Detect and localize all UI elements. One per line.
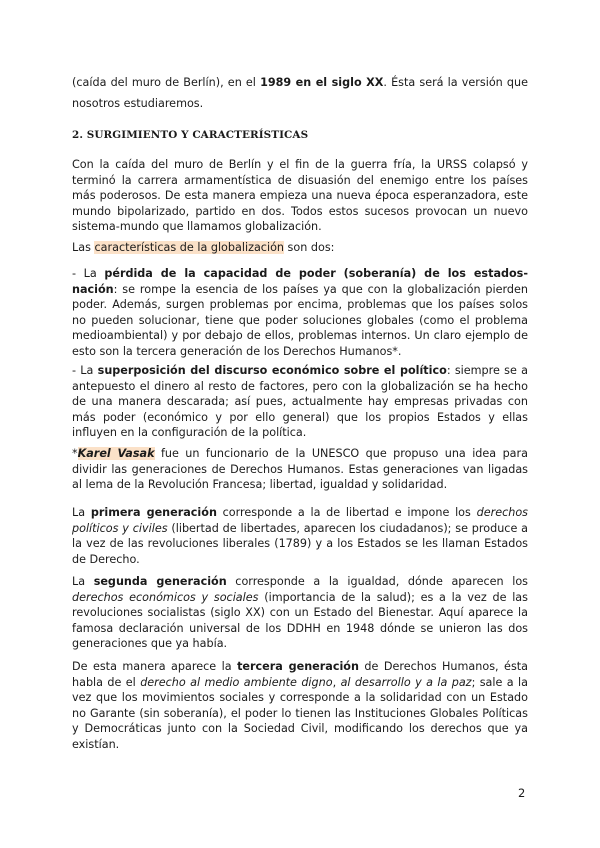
- bullet1-text: : se rompe la esencia de los países ya que con la globalización pierden poder. Además, surgen problemas por encima, problemas que los países solos no pueden solucionar, tiene que poder soluciones globales (como el problema medioambiental) y por debajo de ellos, problemas internos. Un claro ejemplo de esto son la tercera generación de los Derechos Humanos*.: [72, 282, 528, 358]
- gen1-text: corresponde a la de libertad e impone los: [216, 506, 477, 519]
- paragraph-context-text: Con la caída del muro de Berlín y el fin de la guerra fría, la URSS colapsó y terminó la carrera armamentística de disuasión del enemigo entre los países más poderosos. De esta manera empieza una nueva época esperanzadora, este mundo bipolarizado, partido en dos. Todos estos sucesos provocan un nuevo sistema-mundo que llamamos globalización.: [72, 158, 528, 233]
- gen2-italic: derechos económicos y sociales: [72, 590, 259, 604]
- gen1-bold: primera generación: [90, 506, 217, 519]
- char-highlight: características de la globalización: [94, 241, 284, 254]
- intro-bold: 1989 en el siglo XX: [260, 76, 384, 89]
- bullet-loss-of-power: [72, 266, 528, 359]
- section-heading: 2. SURGIMIENTO Y CARACTERÍSTICAS: [72, 129, 309, 141]
- bullet1-lead: - La: [72, 267, 105, 280]
- gen3-comma: ,: [332, 675, 341, 689]
- bullet2-text: : siempre se a antepuesto el dinero al resto de factores, pero con la globalización se ha hecho de una manera descarada; así pues, actualmente hay empresas privadas con más poder (económico y por ello general) que los propios Estados y ellas influyen en la configuración de la política.: [72, 364, 528, 439]
- note-highlight-name: Karel Vasak: [77, 447, 155, 460]
- note-text: fue un funcionario de la UNESCO que propuso una idea para dividir las generaciones de Derechos Humanos. Estas generaciones van ligadas al lema de la Revolución Francesa; libertad, igualdad y solidaridad.: [72, 447, 528, 491]
- bullet1-bold: pérdida de la capacidad de poder (soberanía) de los estados-nación: [72, 267, 528, 296]
- gen1-lead: La: [72, 506, 91, 519]
- page-number: 2: [518, 786, 526, 800]
- intro-paragraph: [72, 72, 528, 114]
- intro-text: (caída del muro de Berlín), en el: [72, 76, 261, 89]
- paragraph-first-generation: [72, 505, 528, 567]
- gen2-text: corresponde a la igualdad, dónde aparecen los: [226, 575, 528, 588]
- gen3-italic-2: al desarrollo y a la paz: [340, 675, 472, 689]
- paragraph-characteristics: [72, 240, 528, 256]
- gen3-lead: De esta manera aparece la: [72, 660, 238, 673]
- gen3-text-end: ; sale a la vez que los movimientos sociales y corresponde a la solidaridad con un Estado no Garante (sin soberanía), el poder lo tienen las Instituciones Globales Políticas y Democráticas junto con la Sociedad Civil, modificando los derechos que ya existían.: [72, 675, 529, 751]
- bullet2-bold: superposición del discurso económico sobre el político: [97, 364, 447, 377]
- paragraph-third-generation: [72, 659, 528, 752]
- gen3-bold: tercera generación: [237, 660, 359, 673]
- paragraph-context: [72, 157, 528, 235]
- gen2-lead: La: [72, 575, 94, 588]
- char-text: Las: [72, 241, 95, 254]
- bullet-economic-discourse: [72, 363, 528, 441]
- gen1-text-end: (libertad de libertades, aparecen los ciudadanos); se produce a la vez de las revoluciones liberales (1789) y a los Estados se les llaman Estados de Derecho.: [72, 521, 528, 566]
- char-text-end: son dos:: [284, 241, 335, 254]
- paragraph-second-generation: [72, 574, 528, 652]
- note-karel-vasak: [72, 446, 528, 493]
- gen2-bold: segunda generación: [93, 575, 227, 588]
- intro-text-end: . Ésta será la versión que nosotros estudiaremos.: [72, 76, 528, 110]
- note-asterisk: *: [72, 447, 78, 460]
- gen3-italic-1: derecho al medio ambiente digno: [140, 675, 333, 689]
- gen3-text: de Derechos Humanos, ésta habla de el: [72, 660, 529, 689]
- bullet2-lead: - La: [72, 364, 98, 377]
- gen1-italic: derechos políticos y civiles: [72, 506, 528, 535]
- gen2-text-end: (importancia de la salud); es a la vez de las revoluciones socialistas (siglo XX) con un Estado del Bienestar. Aquí aparece la famosa declaración universal de los DDHH en 1948 dónde se unieron las dos generaciones que ya había.: [72, 590, 528, 650]
